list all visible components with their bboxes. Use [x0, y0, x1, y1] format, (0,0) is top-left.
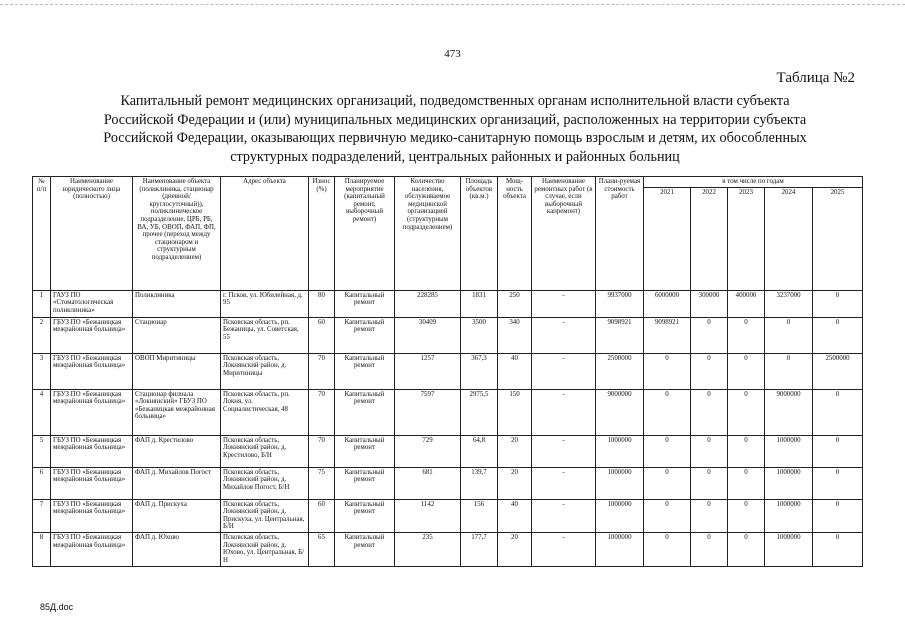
- cell-planned-cost: 9000000: [596, 389, 644, 435]
- document-title: [40, 92, 870, 166]
- capital-repair-table: [32, 176, 863, 567]
- cell-wear: 60: [309, 499, 335, 532]
- cell-year-2025: 0: [813, 532, 863, 566]
- cell-works-name: -: [532, 499, 596, 532]
- cell-num: 7: [33, 499, 51, 532]
- cell-wear: 75: [309, 467, 335, 499]
- cell-capacity: 20: [498, 435, 532, 467]
- cell-address: Псковская область, Локнянский район, д. Михайлов Погост, Б/Н: [221, 467, 309, 499]
- cell-wear: 70: [309, 435, 335, 467]
- cell-year-2021: 0: [644, 467, 691, 499]
- cell-year-2025: 2500000: [813, 353, 863, 389]
- cell-area: 177,7: [461, 532, 498, 566]
- cell-area: 367,3: [461, 353, 498, 389]
- cell-works-name: -: [532, 290, 596, 317]
- cell-planned-action: Капитальный ремонт: [335, 317, 395, 353]
- cell-object-name: ФАП д. Прискуха: [133, 499, 221, 532]
- cell-year-2023: 0: [728, 317, 765, 353]
- cell-year-2025: 0: [813, 317, 863, 353]
- cell-legal-name: ГБУЗ ПО «Бежаницкая межрайонная больница»: [51, 435, 133, 467]
- header-year-2023: 2023: [728, 187, 765, 290]
- cell-year-2023: 400000: [728, 290, 765, 317]
- header-years-group: в том числе по годам: [644, 177, 863, 188]
- cell-year-2024: 0: [765, 317, 813, 353]
- header-object-name: Наименование объекта (поликлиника, стационар (дневной/ круглосуточный)), поликлиническое подразделение, ЦРБ, РБ, ВА, УБ, ОВОП, ФАП, ФП, прочее (переход между стационаром и структурным подразделением): [133, 177, 221, 291]
- cell-year-2025: 0: [813, 389, 863, 435]
- header-wear: Износ (%): [309, 177, 335, 291]
- cell-planned-action: Капитальный ремонт: [335, 389, 395, 435]
- header-planned-cost: Плани-руемая стоимость работ: [596, 177, 644, 291]
- cell-year-2025: 0: [813, 467, 863, 499]
- cell-year-2021: 0: [644, 353, 691, 389]
- cell-year-2023: 0: [728, 389, 765, 435]
- cell-area: 139,7: [461, 467, 498, 499]
- cell-legal-name: ГБУЗ ПО «Бежаницкая межрайонная больница»: [51, 389, 133, 435]
- cell-num: 6: [33, 467, 51, 499]
- cell-area: 3500: [461, 317, 498, 353]
- cell-address: Псковская область, рп. Локня, ул. Социалистическая, 48: [221, 389, 309, 435]
- cell-year-2021: 0: [644, 532, 691, 566]
- header-year-2024: 2024: [765, 187, 813, 290]
- cell-year-2024: 3237000: [765, 290, 813, 317]
- cell-address: Псковская область, Локнянский район, д. Юхово, ул. Центральная, Б/Н: [221, 532, 309, 566]
- cell-population: 30409: [395, 317, 461, 353]
- cell-year-2023: 0: [728, 353, 765, 389]
- cell-works-name: -: [532, 317, 596, 353]
- header-year-2025: 2025: [813, 187, 863, 290]
- cell-num: 2: [33, 317, 51, 353]
- header-year-2021: 2021: [644, 187, 691, 290]
- cell-legal-name: ГАУЗ ПО «Стоматологическая поликлиника»: [51, 290, 133, 317]
- cell-planned-cost: 1000000: [596, 435, 644, 467]
- cell-area: 156: [461, 499, 498, 532]
- header-legal-name: Наименование юридического лица (полностью): [51, 177, 133, 291]
- cell-legal-name: ГБУЗ ПО «Бежаницкая межрайонная больница»: [51, 353, 133, 389]
- cell-address: г. Псков, ул. Юбилейная, д. 95: [221, 290, 309, 317]
- cell-object-name: Стационар: [133, 317, 221, 353]
- cell-planned-cost: 1000000: [596, 532, 644, 566]
- cell-works-name: -: [532, 353, 596, 389]
- cell-population: 1257: [395, 353, 461, 389]
- header-capacity: Мощ-ность объекта: [498, 177, 532, 291]
- cell-year-2025: 0: [813, 499, 863, 532]
- cell-capacity: 40: [498, 499, 532, 532]
- header-planned-action: Планируемое мероприятие (капитальный ремонт, выборочный ремонт): [335, 177, 395, 291]
- cell-wear: 60: [309, 317, 335, 353]
- cell-address: Псковская область, рп. Бежаницы, ул. Советская, 55: [221, 317, 309, 353]
- cell-year-2024: 0: [765, 353, 813, 389]
- cell-object-name: Поликлиника: [133, 290, 221, 317]
- scan-edge-line: [0, 4, 905, 5]
- cell-year-2021: 9098921: [644, 317, 691, 353]
- cell-year-2024: 9000000: [765, 389, 813, 435]
- cell-population: 7597: [395, 389, 461, 435]
- table-row: [33, 435, 863, 467]
- table-row: [33, 353, 863, 389]
- cell-year-2023: 0: [728, 467, 765, 499]
- cell-num: 4: [33, 389, 51, 435]
- cell-planned-cost: 1000000: [596, 467, 644, 499]
- cell-object-name: ОВОП Миритиницы: [133, 353, 221, 389]
- cell-works-name: -: [532, 467, 596, 499]
- table-row: [33, 532, 863, 566]
- cell-planned-action: Капитальный ремонт: [335, 499, 395, 532]
- cell-wear: 80: [309, 290, 335, 317]
- title-line-3: Российской Федерации, оказывающих первичную медико-санитарную помощь взрослым и детям, их обособленных: [103, 130, 807, 146]
- cell-area: 2975,5: [461, 389, 498, 435]
- cell-capacity: 340: [498, 317, 532, 353]
- cell-address: Псковская область, Локнянский район, д. Миритиницы: [221, 353, 309, 389]
- cell-wear: 70: [309, 389, 335, 435]
- header-year-2022: 2022: [691, 187, 728, 290]
- header-num: № п/п: [33, 177, 51, 291]
- cell-year-2025: 0: [813, 290, 863, 317]
- header-area: Площадь объектов (кв.м.): [461, 177, 498, 291]
- cell-year-2021: 6000000: [644, 290, 691, 317]
- cell-planned-action: Капитальный ремонт: [335, 290, 395, 317]
- cell-planned-cost: 2500000: [596, 353, 644, 389]
- footer-filename: 85Д.doc: [40, 602, 74, 612]
- cell-year-2021: 0: [644, 499, 691, 532]
- cell-wear: 70: [309, 353, 335, 389]
- cell-year-2022: 0: [691, 435, 728, 467]
- cell-year-2023: 0: [728, 435, 765, 467]
- cell-num: 8: [33, 532, 51, 566]
- cell-legal-name: ГБУЗ ПО «Бежаницкая межрайонная больница»: [51, 317, 133, 353]
- table-label: Таблица №2: [776, 70, 855, 86]
- cell-planned-cost: 1000000: [596, 499, 644, 532]
- cell-planned-cost: 9098921: [596, 317, 644, 353]
- table-row: [33, 467, 863, 499]
- cell-population: 681: [395, 467, 461, 499]
- cell-capacity: 20: [498, 532, 532, 566]
- title-line-1: Капитальный ремонт медицинских организаций, подведомственных органам исполнительной власти субъекта: [120, 93, 790, 109]
- cell-address: Псковская область, Локнянский район, д. Прискуха, ул. Центральная, Б/Н: [221, 499, 309, 532]
- cell-legal-name: ГБУЗ ПО «Бежаницкая межрайонная больница»: [51, 467, 133, 499]
- title-line-2: Российской Федерации и (или) муниципальных медицинских организаций, расположенных на территории субъекта: [103, 111, 807, 128]
- cell-object-name: ФАП д. Михайлов Погост: [133, 467, 221, 499]
- cell-population: 228285: [395, 290, 461, 317]
- cell-year-2022: 0: [691, 389, 728, 435]
- cell-address: Псковская область, Локнянский район, д. Крестилово, Б/Н: [221, 435, 309, 467]
- cell-object-name: Стационар филиала «Локнянский» ГБУЗ ПО «Бежаницкая межрайонная больница»: [133, 389, 221, 435]
- cell-planned-action: Капитальный ремонт: [335, 532, 395, 566]
- cell-year-2025: 0: [813, 435, 863, 467]
- cell-area: 64,8: [461, 435, 498, 467]
- cell-population: 1142: [395, 499, 461, 532]
- cell-works-name: -: [532, 435, 596, 467]
- cell-year-2023: 0: [728, 499, 765, 532]
- table-row: [33, 499, 863, 532]
- header-works-name: Наименование ремонтных работ (в случае, если выборочный капремонт): [532, 177, 596, 291]
- cell-year-2022: 0: [691, 532, 728, 566]
- cell-planned-action: Капитальный ремонт: [335, 353, 395, 389]
- cell-object-name: ФАП д. Юхово: [133, 532, 221, 566]
- cell-object-name: ФАП д. Крестилово: [133, 435, 221, 467]
- header-population: Количество населения, обслуживаемое медицинской организацией (структурным подразделением): [395, 177, 461, 291]
- cell-year-2024: 1000000: [765, 435, 813, 467]
- cell-num: 5: [33, 435, 51, 467]
- cell-works-name: -: [532, 532, 596, 566]
- cell-works-name: -: [532, 389, 596, 435]
- cell-year-2022: 0: [691, 353, 728, 389]
- cell-year-2022: 0: [691, 317, 728, 353]
- cell-capacity: 40: [498, 353, 532, 389]
- table-row: [33, 317, 863, 353]
- table-row: [33, 290, 863, 317]
- page-number: 473: [444, 48, 461, 60]
- cell-year-2024: 1000000: [765, 467, 813, 499]
- table-row: [33, 389, 863, 435]
- cell-capacity: 20: [498, 467, 532, 499]
- cell-year-2021: 0: [644, 389, 691, 435]
- cell-area: 1831: [461, 290, 498, 317]
- cell-year-2023: 0: [728, 532, 765, 566]
- cell-capacity: 250: [498, 290, 532, 317]
- cell-year-2022: 0: [691, 467, 728, 499]
- cell-year-2022: 0: [691, 499, 728, 532]
- cell-wear: 65: [309, 532, 335, 566]
- cell-capacity: 150: [498, 389, 532, 435]
- cell-year-2022: 300000: [691, 290, 728, 317]
- cell-population: 729: [395, 435, 461, 467]
- cell-year-2021: 0: [644, 435, 691, 467]
- cell-year-2024: 1000000: [765, 532, 813, 566]
- cell-population: 235: [395, 532, 461, 566]
- cell-num: 1: [33, 290, 51, 317]
- title-line-4: структурных подразделений, центральных районных и районных больниц: [230, 148, 680, 165]
- cell-legal-name: ГБУЗ ПО «Бежаницкая межрайонная больница»: [51, 532, 133, 566]
- header-address: Адрес объекта: [221, 177, 309, 291]
- cell-legal-name: ГБУЗ ПО «Бежаницкая межрайонная больница»: [51, 499, 133, 532]
- cell-planned-action: Капитальный ремонт: [335, 467, 395, 499]
- cell-year-2024: 1000000: [765, 499, 813, 532]
- cell-planned-action: Капитальный ремонт: [335, 435, 395, 467]
- cell-num: 3: [33, 353, 51, 389]
- cell-planned-cost: 9937000: [596, 290, 644, 317]
